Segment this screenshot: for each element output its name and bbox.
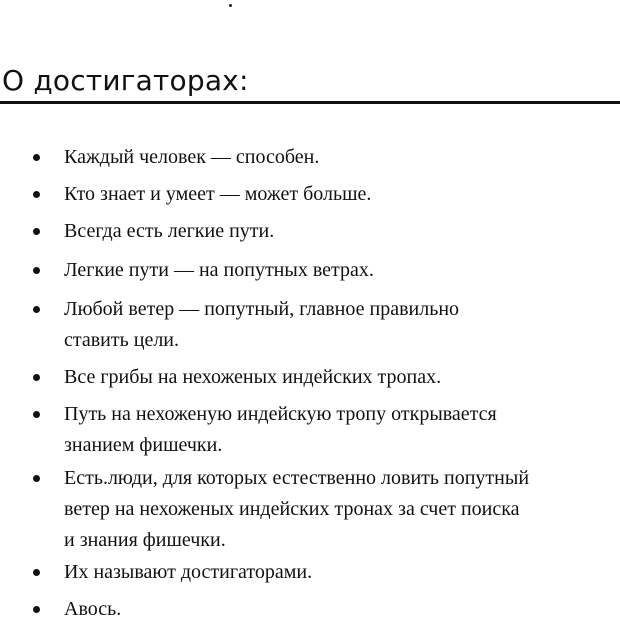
- bullet-icon: [33, 475, 40, 482]
- bullet-icon: [33, 374, 40, 381]
- bullet-icon: [33, 154, 40, 161]
- list-item-text: Все грибы на нехоженых индейских тропах.: [64, 366, 442, 388]
- bullet-icon: [33, 606, 40, 613]
- list-item-text: Авось.: [64, 598, 122, 620]
- list-item-text: Их называют достигаторами.: [64, 561, 313, 583]
- heading-underline: [0, 101, 620, 104]
- list-item-text: Кто знает и умеет — может больше.: [64, 183, 372, 205]
- bullet-icon: [33, 267, 40, 274]
- bullet-icon: [33, 411, 40, 418]
- section-heading: О достигаторах:: [2, 64, 249, 97]
- list-item-text: Легкие пути — на попутных ветрах.: [64, 259, 374, 281]
- list-item-text: Любой ветер — попутный, главное правильно ставить цели.: [64, 298, 460, 351]
- list-item-text: Каждый человек — способен.: [64, 146, 320, 168]
- list-item-text: Путь на нехоженую индейскую тропу открывается знанием фишечки.: [64, 403, 497, 456]
- bullet-icon: [33, 306, 40, 313]
- list-item-text: Есть.люди, для которых естественно ловить попутный ветер на нехоженых индейских тронах за счет поиска и знания фишечки.: [64, 467, 530, 551]
- list-item-text: Всегда есть легкие пути.: [64, 220, 275, 242]
- bullet-icon: [33, 228, 40, 235]
- bullet-icon: [33, 569, 40, 576]
- page-speck: [229, 4, 232, 7]
- bullet-icon: [33, 191, 40, 198]
